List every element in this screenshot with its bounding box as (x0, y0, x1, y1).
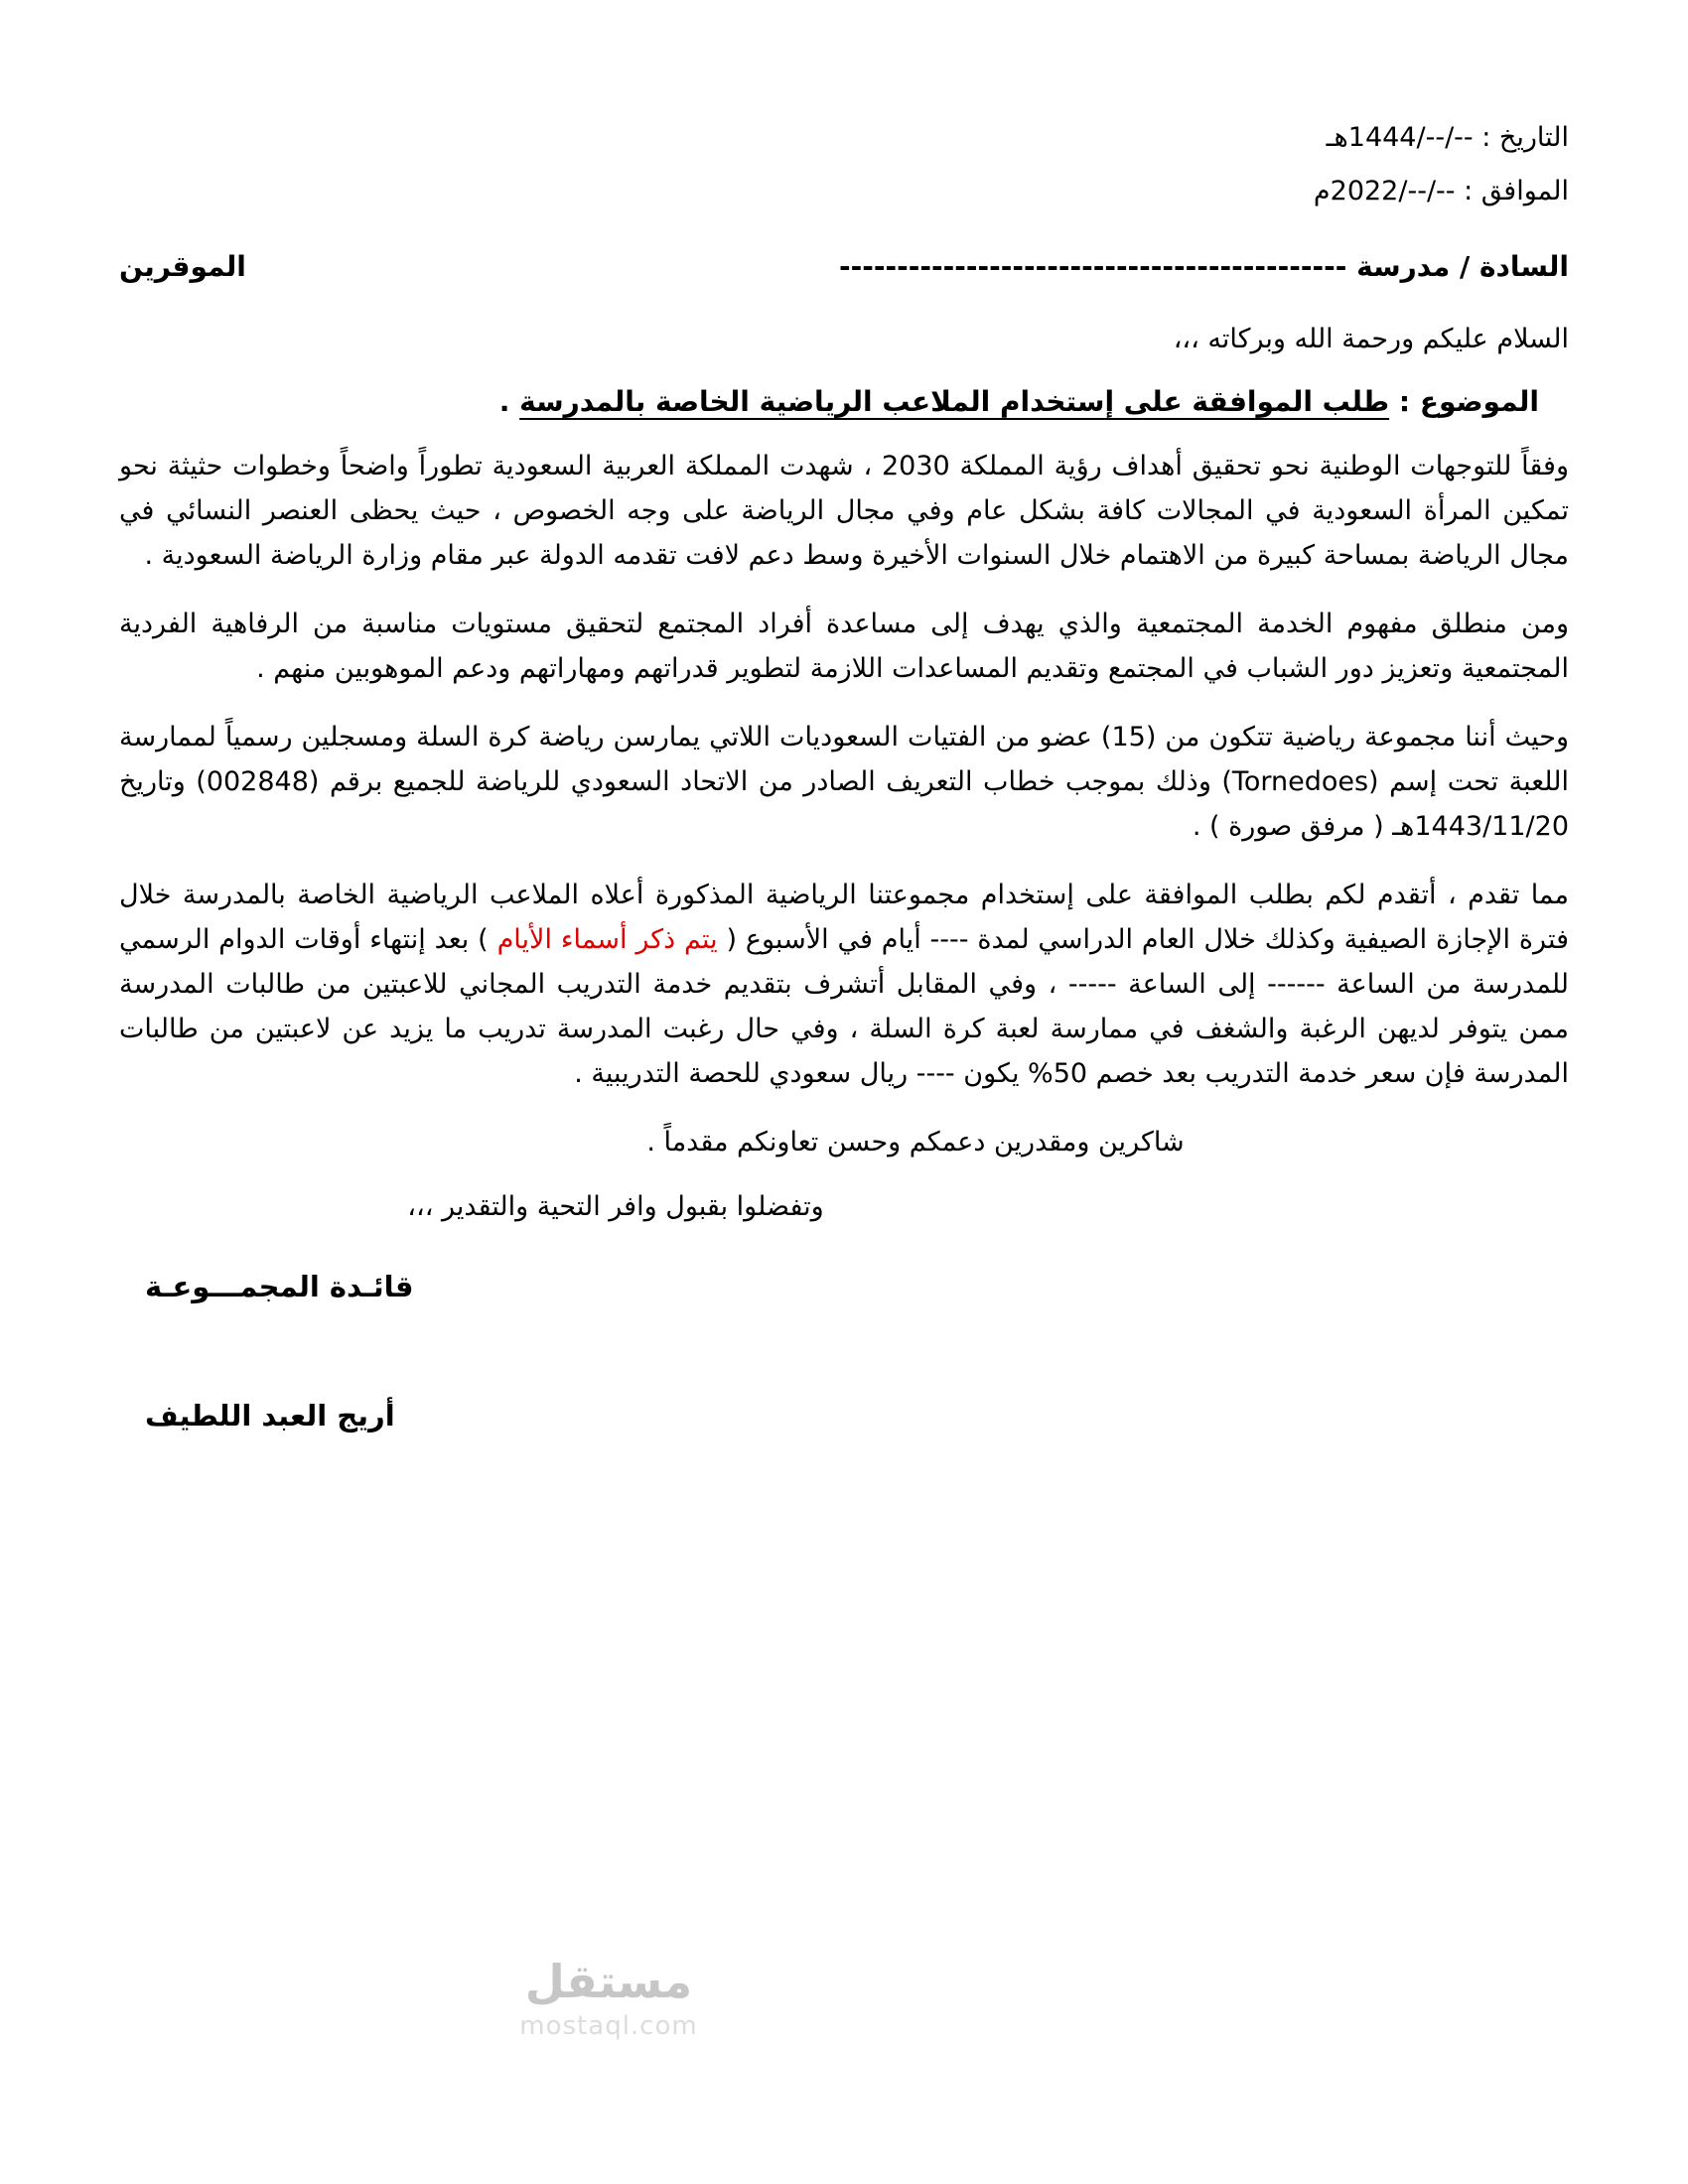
date-block (119, 111, 1569, 218)
signature-block (119, 1265, 1569, 1438)
gregorian-date: الموافق : --/--/2022م (1313, 176, 1569, 206)
paragraph-vision-2030: وفقاً للتوجهات الوطنية نحو تحقيق أهداف رؤية المملكة 2030 ، شهدت المملكة العربية السعودية تطوراً واضحاً وخطوات حثيثة نحو تمكين المرأة السعودية في المجالات كافة بشكل عام وفي مجال الرياضة على وجه الخصوص ، حيث يحظى العنصر النسائي في مجال الرياضة بمساحة كبيرة من الاهتمام خلال السنوات الأخيرة وسط دعم لافت تقدمه الدولة عبر مقام وزارة الرياضة السعودية . (119, 451, 1569, 571)
recipient-honorific: الموقرين (119, 250, 246, 283)
signature-title: قائـدة المجمـــوعـة (145, 1270, 414, 1303)
request-days-note: يتم ذكر أسماء الأيام (496, 924, 718, 955)
subject-suffix: . (498, 385, 510, 418)
recipient-row (119, 244, 1569, 289)
subject-label: الموضوع : (1398, 385, 1539, 418)
request-text-start: مما تقدم ، أتقدم لكم بطلب الموافقة على إستخدام مجموعتنا الرياضية المذكورة أعلاه الملاعب الرياضية الخاصة بالمدرسة خلال فترة الإجازة الصيفية وكذلك خلال العام الدراسي لمدة ---- أيام في الأسبوع ( (119, 880, 1569, 955)
paragraph-request (119, 873, 1569, 1096)
subject-line (119, 379, 1569, 424)
mostaql-url-text: mostaql.com (519, 2011, 698, 2041)
subject-text: طلب الموافقة على إستخدام الملاعب الرياضية الخاصة بالمدرسة (519, 385, 1390, 418)
paragraph-team-info: وحيث أننا مجموعة رياضية تتكون من (15) عضو من الفتيات السعوديات اللاتي يمارسن رياضة كرة السلة ومسجلين رسمياً لممارسة اللعبة تحت إسم (Tornedoes) وذلك بموجب خطاب التعريف الصادر من الاتحاد السعودي للرياضة للجميع برقم (002848) وتاريخ 1443/11/20هـ ( مرفق صورة ) . (119, 722, 1569, 842)
hijri-date: التاريخ : --/--/1444هـ (1326, 122, 1569, 153)
greeting-line: السلام عليكم ورحمة الله وبركاته ،،، (1173, 324, 1569, 354)
closing-salutation: وتفضلوا بقبول وافر التحية والتقدير ،،، (407, 1191, 824, 1222)
watermark (0, 1954, 1217, 2043)
paragraph-community-service: ومن منطلق مفهوم الخدمة المجتمعية والذي يهدف إلى مساعدة أفراد المجتمع لتحقيق مستويات مناسبة من الرفاهية الفردية المجتمعية وتعزيز دور الشباب في المجتمع وتقديم المساعدات اللازمة لتطوير قدراتهم ومهاراتهم ودعم الموهوبين منهم . (119, 609, 1569, 684)
request-text-end: ) بعد إنتهاء أوقات الدوام الرسمي للمدرسة من الساعة ------ إلى الساعة ----- ، وفي المقابل أتشرف بتقديم خدمة التدريب المجاني للاعبتين من طالبات المدرسة ممن يتوفر لديهن الرغبة والشغف في ممارسة لعبة كرة السلة ، وفي حال رغبت المدرسة تدريب ما يزيد عن لاعبتين من طالبات المدرسة فإن سعر خدمة التدريب بعد خصم 50% يكون ---- ريال سعودي للحصة التدريبية . (119, 924, 1569, 1089)
recipient-line: السادة / مدرسة -------------------------------------------- (839, 250, 1569, 283)
closing-thanks: شاكرين ومقدرين دعمكم وحسن تعاونكم مقدماً . (646, 1127, 1185, 1158)
signature-name: أريج العبد اللطيف (145, 1399, 395, 1433)
mostaql-logo: مستقل (524, 1955, 693, 2008)
